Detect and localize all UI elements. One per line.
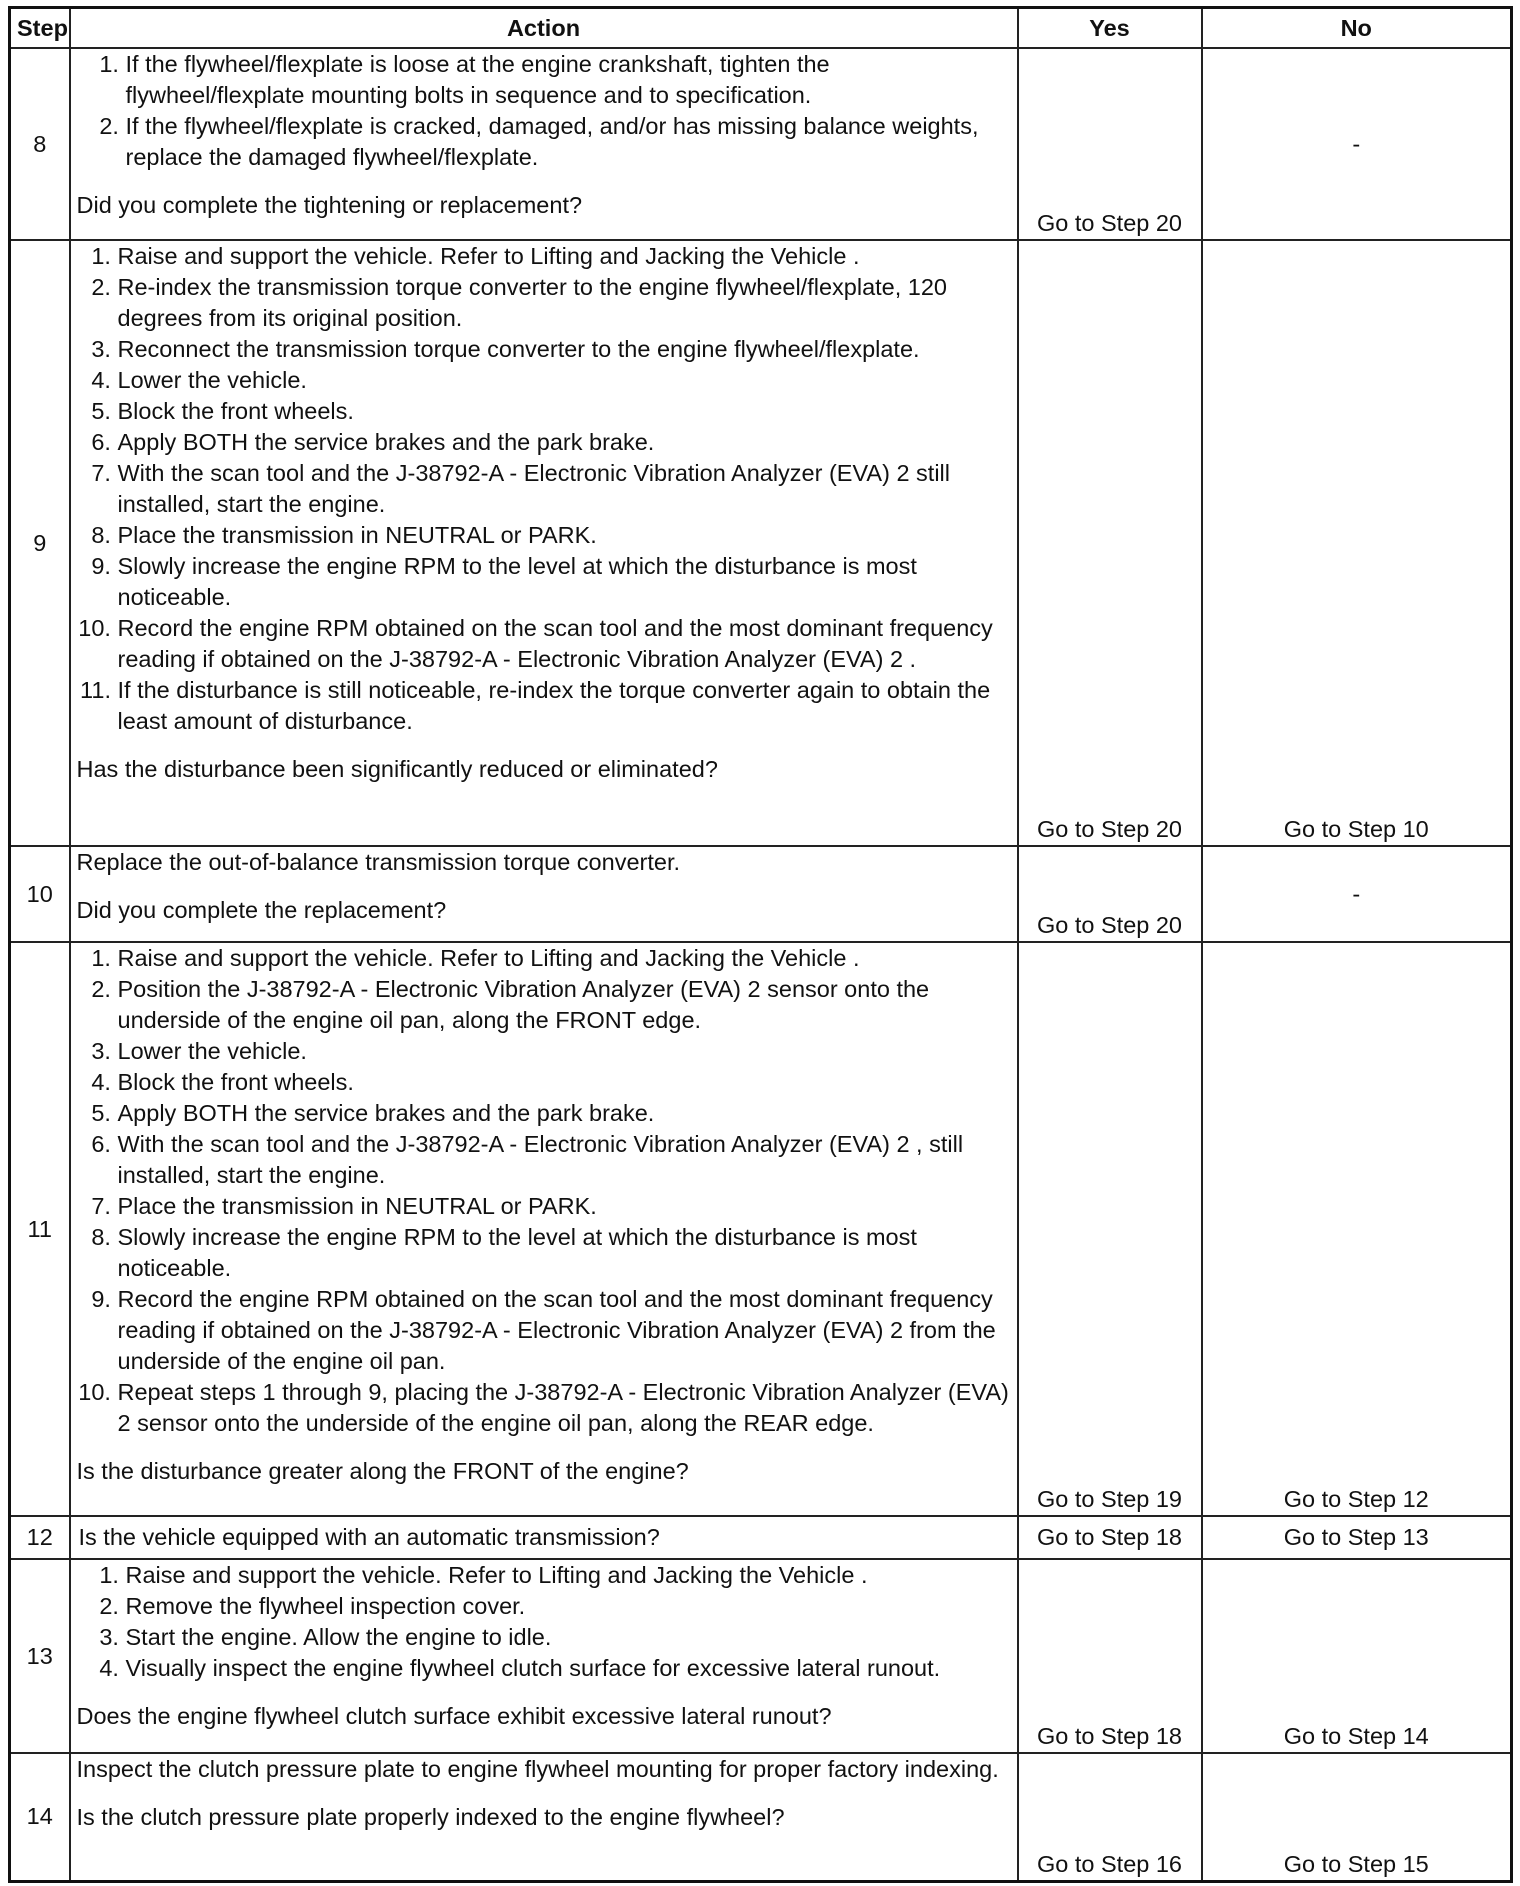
list-item: 7. With the scan tool and the J-38792-A - Electronic Vibration Analyzer (EVA) 2 still installed, start the engine. bbox=[118, 458, 1011, 520]
list-item: 3. Start the engine. Allow the engine to idle. bbox=[126, 1622, 1011, 1653]
step-number: 9 bbox=[10, 240, 70, 846]
table-row bbox=[10, 1516, 1512, 1559]
header-no: No bbox=[1202, 8, 1512, 49]
list-item: 1. Raise and support the vehicle. Refer to Lifting and Jacking the Vehicle . bbox=[118, 943, 1011, 974]
action-steps-list bbox=[77, 241, 1011, 737]
action-question: Did you complete the tightening or replacement? bbox=[76, 192, 583, 218]
step-number: 8 bbox=[10, 48, 70, 240]
action-instruction: Replace the out-of-balance transmission torque converter. bbox=[76, 849, 680, 875]
diagnostic-table bbox=[8, 6, 1513, 1883]
list-item: 4. Visually inspect the engine flywheel clutch surface for excessive lateral runout. bbox=[126, 1653, 1011, 1684]
no-result: Go to Step 10 bbox=[1202, 240, 1512, 846]
table-row bbox=[10, 1559, 1512, 1753]
table-row bbox=[10, 846, 1512, 942]
action-question: Did you complete the replacement? bbox=[76, 897, 447, 923]
no-result: - bbox=[1202, 48, 1512, 240]
header-yes: Yes bbox=[1018, 8, 1202, 49]
action-cell bbox=[70, 1753, 1018, 1881]
list-item: 1. Raise and support the vehicle. Refer to Lifting and Jacking the Vehicle . bbox=[126, 1560, 1011, 1591]
list-item: 7. Place the transmission in NEUTRAL or PARK. bbox=[118, 1191, 1011, 1222]
list-item: 5. Apply BOTH the service brakes and the park brake. bbox=[118, 1098, 1011, 1129]
yes-result: Go to Step 18 bbox=[1018, 1516, 1202, 1559]
list-item: 4. Lower the vehicle. bbox=[118, 365, 1011, 396]
action-question: Is the disturbance greater along the FRONT of the engine? bbox=[76, 1458, 689, 1484]
action-steps-list bbox=[77, 1560, 1011, 1684]
list-item: 3. Lower the vehicle. bbox=[118, 1036, 1011, 1067]
header-action: Action bbox=[70, 8, 1018, 49]
table-row bbox=[10, 942, 1512, 1516]
header-step: Step bbox=[10, 8, 70, 49]
list-item: 1. Raise and support the vehicle. Refer to Lifting and Jacking the Vehicle . bbox=[118, 241, 1011, 272]
table-row bbox=[10, 1753, 1512, 1881]
list-item: 8. Slowly increase the engine RPM to the level at which the disturbance is most noticeable. bbox=[118, 1222, 1011, 1284]
list-item: 6. Apply BOTH the service brakes and the park brake. bbox=[118, 427, 1011, 458]
no-result: Go to Step 15 bbox=[1202, 1753, 1512, 1881]
no-result: Go to Step 14 bbox=[1202, 1559, 1512, 1753]
action-cell bbox=[70, 240, 1018, 846]
list-item: 8. Place the transmission in NEUTRAL or PARK. bbox=[118, 520, 1011, 551]
action-question: Is the clutch pressure plate properly indexed to the engine flywheel? bbox=[76, 1804, 785, 1830]
action-cell bbox=[70, 846, 1018, 942]
action-cell bbox=[70, 942, 1018, 1516]
list-item: 10. Record the engine RPM obtained on the scan tool and the most dominant frequency reading if obtained on the J-38792-A - Electronic Vibration Analyzer (EVA) 2 . bbox=[118, 613, 1011, 675]
yes-result: Go to Step 19 bbox=[1018, 942, 1202, 1516]
action-cell bbox=[70, 1516, 1018, 1559]
list-item: 2. If the flywheel/flexplate is cracked, damaged, and/or has missing balance weights, replace the damaged flywheel/flexplate. bbox=[126, 111, 1011, 173]
no-result: Go to Step 13 bbox=[1202, 1516, 1512, 1559]
yes-result: Go to Step 20 bbox=[1018, 48, 1202, 240]
action-question: Has the disturbance been significantly reduced or eliminated? bbox=[76, 756, 718, 782]
action-instruction: Inspect the clutch pressure plate to engine flywheel mounting for proper factory indexing. bbox=[76, 1756, 999, 1782]
action-question: Does the engine flywheel clutch surface exhibit excessive lateral runout? bbox=[76, 1703, 832, 1729]
table-body bbox=[10, 48, 1512, 1881]
action-cell bbox=[70, 1559, 1018, 1753]
list-item: 9. Slowly increase the engine RPM to the level at which the disturbance is most noticeable. bbox=[118, 551, 1011, 613]
list-item: 10. Repeat steps 1 through 9, placing the J-38792-A - Electronic Vibration Analyzer (EVA) 2 sensor onto the underside of the engine oil pan, along the REAR edge. bbox=[118, 1377, 1011, 1439]
table-row bbox=[10, 240, 1512, 846]
yes-result: Go to Step 20 bbox=[1018, 240, 1202, 846]
list-item: 3. Reconnect the transmission torque converter to the engine flywheel/flexplate. bbox=[118, 334, 1011, 365]
yes-result: Go to Step 20 bbox=[1018, 846, 1202, 942]
step-number: 11 bbox=[10, 942, 70, 1516]
step-number: 12 bbox=[10, 1516, 70, 1559]
step-number: 13 bbox=[10, 1559, 70, 1753]
list-item: 2. Remove the flywheel inspection cover. bbox=[126, 1591, 1011, 1622]
list-item: 6. With the scan tool and the J-38792-A - Electronic Vibration Analyzer (EVA) 2 , still installed, start the engine. bbox=[118, 1129, 1011, 1191]
action-cell bbox=[70, 48, 1018, 240]
list-item: 9. Record the engine RPM obtained on the scan tool and the most dominant frequency reading if obtained on the J-38792-A - Electronic Vibration Analyzer (EVA) 2 from the underside of the engine oil pan. bbox=[118, 1284, 1011, 1377]
list-item: 5. Block the front wheels. bbox=[118, 396, 1011, 427]
list-item: 11. If the disturbance is still noticeable, re-index the torque converter again to obtain the least amount of disturbance. bbox=[118, 675, 1011, 737]
yes-result: Go to Step 16 bbox=[1018, 1753, 1202, 1881]
action-steps-list bbox=[77, 49, 1011, 173]
step-number: 10 bbox=[10, 846, 70, 942]
table-row bbox=[10, 48, 1512, 240]
step-number: 14 bbox=[10, 1753, 70, 1881]
list-item: 2. Position the J-38792-A - Electronic Vibration Analyzer (EVA) 2 sensor onto the underside of the engine oil pan, along the FRONT edge. bbox=[118, 974, 1011, 1036]
list-item: 1. If the flywheel/flexplate is loose at the engine crankshaft, tighten the flywheel/flexplate mounting bolts in sequence and to specification. bbox=[126, 49, 1011, 111]
yes-result: Go to Step 18 bbox=[1018, 1559, 1202, 1753]
no-result: Go to Step 12 bbox=[1202, 942, 1512, 1516]
action-steps-list bbox=[77, 943, 1011, 1439]
no-result: - bbox=[1202, 846, 1512, 942]
list-item: 2. Re-index the transmission torque converter to the engine flywheel/flexplate, 120 degrees from its original position. bbox=[118, 272, 1011, 334]
header-row bbox=[10, 8, 1512, 49]
list-item: 4. Block the front wheels. bbox=[118, 1067, 1011, 1098]
action-question: Is the vehicle equipped with an automatic transmission? bbox=[78, 1524, 660, 1550]
